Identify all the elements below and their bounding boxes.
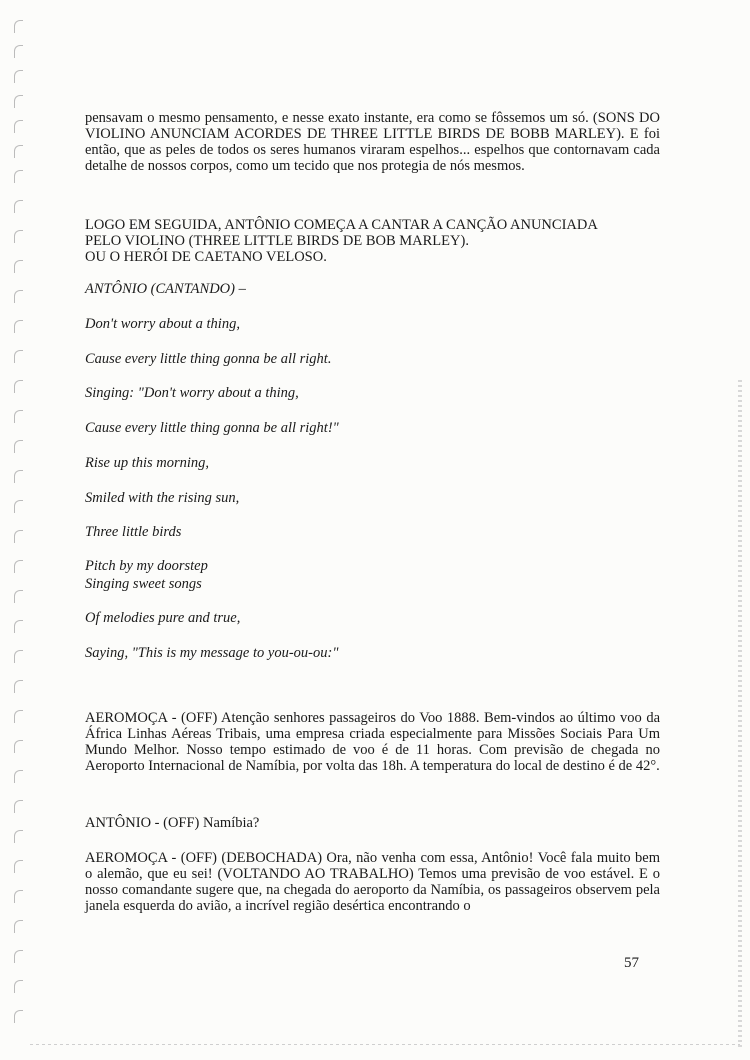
speaker-label: ANTÔNIO (CANTANDO) – (85, 281, 246, 297)
song-line: Cause every little thing gonna be all right!" (85, 420, 339, 436)
scan-edge-right (738, 380, 742, 1050)
stage-direction-line: LOGO EM SEGUIDA, ANTÔNIO COMEÇA A CANTAR A CANÇÃO ANUNCIADA (85, 217, 598, 233)
dialogue-aeromoca-2: AEROMOÇA - (OFF) (DEBOCHADA) Ora, não venha com essa, Antônio! Você fala muito bem o alemão, que eu sei! (VOLTANDO AO TRABALHO) Temos uma previsão de voo estável. E o nosso comandante sugere que, na chegada do aeroporto da Namíbia, os passageiros observem pela janela esquerda do avião, a incrível região desértica encontrando o (85, 850, 660, 914)
song-line: Cause every little thing gonna be all right. (85, 351, 332, 367)
dialogue-aeromoca: AEROMOÇA - (OFF) Atenção senhores passageiros do Voo 1888. Bem-vindos ao último voo da África Linhas Aéreas Tribais, uma empresa criada especialmente para Missões Sociais Para Um Mundo Melhor. Nosso tempo estimado de voo é de 11 horas. Com previsão de chegada no Aeroporto Internacional de Namíbia, por volta das 18h. A temperatura do local de destino é de 42°. (85, 710, 660, 774)
song-line: Singing: "Don't worry about a thing, (85, 385, 299, 401)
paragraph-narration: pensavam o mesmo pensamento, e nesse exato instante, era como se fôssemos um só. (SONS DO VIOLINO ANUNCIAM ACORDES DE THREE LITTLE BIRDS DE BOBB MARLEY). E foi então, que as peles de todos os seres humanos viraram espelhos... espelhos que contornavam cada detalhe de nossos corpos, como um tecido que nos protegia de nós mesmos. (85, 110, 660, 174)
stage-direction-line: PELO VIOLINO (THREE LITTLE BIRDS DE BOB MARLEY). (85, 233, 469, 249)
song-line: Don't worry about a thing, (85, 316, 240, 332)
song-line: Three little birds (85, 524, 182, 540)
song-line: Saying, "This is my message to you-ou-ou:" (85, 645, 339, 661)
stage-direction (85, 217, 660, 265)
scan-binding-marks (8, 0, 38, 1060)
page-number: 57 (624, 955, 639, 971)
song-line: Of melodies pure and true, (85, 610, 241, 626)
song-line: Singing sweet songs (85, 576, 202, 592)
song-line: Rise up this morning, (85, 455, 210, 471)
song-line: Pitch by my doorstep (85, 558, 208, 574)
song-line: Smiled with the rising sun, (85, 490, 240, 506)
stage-direction-line: OU O HERÓI DE CAETANO VELOSO. (85, 249, 327, 265)
dialogue-antonio: ANTÔNIO - (OFF) Namíbia? (85, 815, 260, 831)
scan-edge-bottom (30, 1044, 740, 1045)
